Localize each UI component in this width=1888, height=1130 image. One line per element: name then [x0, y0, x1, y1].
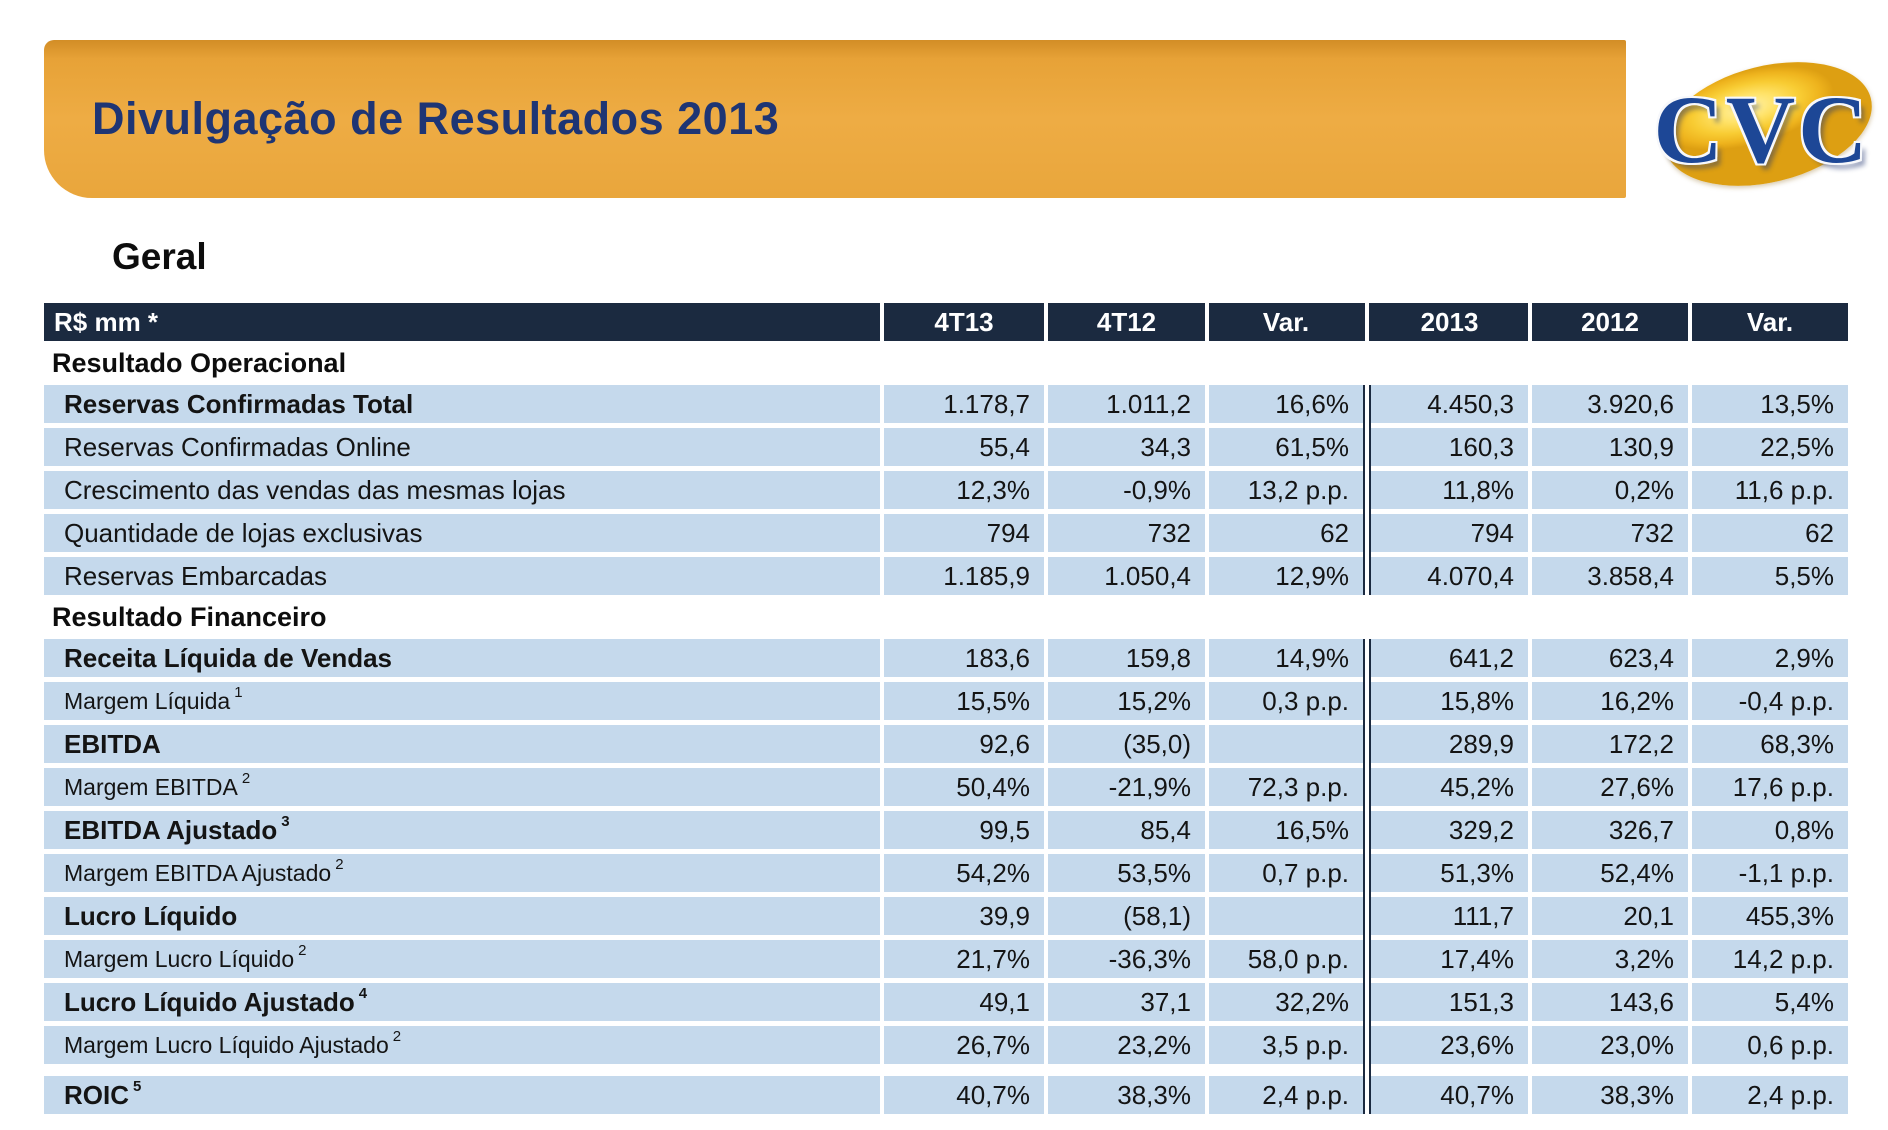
- row-label-text: Quantidade de lojas exclusivas: [64, 517, 423, 548]
- column-header-2012: 2012: [1532, 303, 1688, 341]
- row-label-text: ROIC: [64, 1079, 129, 1110]
- row-label: [44, 725, 880, 763]
- cell-value: 2,4 p.p.: [1692, 1076, 1848, 1114]
- row-label-text: Margem Lucro Líquido: [64, 945, 295, 972]
- cell-value: 40,7%: [1371, 1076, 1528, 1114]
- row-label-text: Reservas Confirmadas Total: [64, 388, 414, 419]
- cell-value: 329,2: [1371, 811, 1528, 849]
- cell-value: 38,3%: [1532, 1076, 1688, 1114]
- row-label-text: Margem EBITDA: [64, 773, 238, 800]
- cell-value: 62: [1209, 514, 1363, 552]
- cell-value: [1209, 725, 1363, 763]
- cell-value: 23,6%: [1371, 1026, 1528, 1064]
- cell-value: 1.185,9: [884, 557, 1044, 595]
- cvc-logo: [1636, 50, 1888, 210]
- cell-value: 732: [1048, 514, 1205, 552]
- cell-value: (35,0): [1048, 725, 1205, 763]
- row-label-text: Lucro Líquido: [64, 900, 238, 931]
- cell-value: 52,4%: [1532, 854, 1688, 892]
- cell-value: 45,2%: [1371, 768, 1528, 806]
- cell-value: 14,9%: [1209, 639, 1363, 677]
- cell-value: 5,4%: [1692, 983, 1848, 1021]
- row-label-text: EBITDA: [64, 728, 161, 759]
- column-divider-gap: [1363, 303, 1371, 341]
- cell-value: 38,3%: [1048, 1076, 1205, 1114]
- cell-value: -1,1 p.p.: [1692, 854, 1848, 892]
- table-row: [44, 385, 1848, 423]
- cell-value: 23,0%: [1532, 1026, 1688, 1064]
- row-label: [44, 854, 880, 892]
- table-row: [44, 983, 1848, 1021]
- cell-value: 0,6 p.p.: [1692, 1026, 1848, 1064]
- cell-value: 13,2 p.p.: [1209, 471, 1363, 509]
- cell-value: 15,2%: [1048, 682, 1205, 720]
- cell-value: 20,1: [1532, 897, 1688, 935]
- cell-value: 2,4 p.p.: [1209, 1076, 1363, 1114]
- cvc-logo-text: CVC: [1653, 76, 1871, 183]
- cell-value: 3,5 p.p.: [1209, 1026, 1363, 1064]
- cell-value: 5,5%: [1692, 557, 1848, 595]
- cell-value: 55,4: [884, 428, 1044, 466]
- footnote-superscript: 3: [281, 812, 290, 830]
- cell-value: -21,9%: [1048, 768, 1205, 806]
- column-divider-gap: [1363, 514, 1371, 552]
- table-body: [44, 341, 1848, 1114]
- cell-value: 54,2%: [884, 854, 1044, 892]
- row-label-text: Margem Líquida: [64, 687, 231, 714]
- column-divider-gap: [1363, 557, 1371, 595]
- row-label-text: Receita Líquida de Vendas: [64, 642, 392, 673]
- cell-value: 143,6: [1532, 983, 1688, 1021]
- cell-value: 326,7: [1532, 811, 1688, 849]
- cell-value: 2,9%: [1692, 639, 1848, 677]
- cell-value: 32,2%: [1209, 983, 1363, 1021]
- cell-value: 3,2%: [1532, 940, 1688, 978]
- column-divider-gap: [1363, 897, 1371, 935]
- cell-value: 26,7%: [884, 1026, 1044, 1064]
- footnote-superscript: 1: [234, 683, 243, 701]
- cell-value: 16,6%: [1209, 385, 1363, 423]
- table-header-row: [44, 303, 1848, 341]
- table-row: [44, 639, 1848, 677]
- cell-value: 15,8%: [1371, 682, 1528, 720]
- cell-value: 62: [1692, 514, 1848, 552]
- cell-value: 11,6 p.p.: [1692, 471, 1848, 509]
- cell-value: 732: [1532, 514, 1688, 552]
- row-label-text: Margem EBITDA Ajustado: [64, 859, 332, 886]
- cell-value: 85,4: [1048, 811, 1205, 849]
- cell-value: 160,3: [1371, 428, 1528, 466]
- cell-value: 1.011,2: [1048, 385, 1205, 423]
- column-divider-gap: [1363, 768, 1371, 806]
- cell-value: 34,3: [1048, 428, 1205, 466]
- row-label: [44, 514, 880, 552]
- cell-value: 4.070,4: [1371, 557, 1528, 595]
- row-label-text: Margem Lucro Líquido Ajustado: [64, 1031, 389, 1058]
- cell-value: 49,1: [884, 983, 1044, 1021]
- cell-value: 0,3 p.p.: [1209, 682, 1363, 720]
- section-row-label: Resultado Financeiro: [52, 601, 327, 632]
- cell-value: 51,3%: [1371, 854, 1528, 892]
- footnote-superscript: 2: [241, 769, 251, 787]
- column-header-4t13: 4T13: [884, 303, 1044, 341]
- cell-value: 22,5%: [1692, 428, 1848, 466]
- cell-value: 183,6: [884, 639, 1044, 677]
- table-row: [44, 1026, 1848, 1064]
- column-header-var-quarter: Var.: [1209, 303, 1363, 341]
- row-label: [44, 385, 880, 423]
- row-label: [44, 428, 880, 466]
- cell-value: (58,1): [1048, 897, 1205, 935]
- cell-value: 289,9: [1371, 725, 1528, 763]
- footnote-superscript: 4: [358, 984, 368, 1002]
- table-row: [44, 768, 1848, 806]
- table-row: [44, 897, 1848, 935]
- row-label-text: Lucro Líquido Ajustado: [64, 986, 355, 1017]
- cell-value: 37,1: [1048, 983, 1205, 1021]
- cell-value: 72,3 p.p.: [1209, 768, 1363, 806]
- column-divider-gap: [1363, 725, 1371, 763]
- table-section-row: [44, 341, 1848, 385]
- cell-value: 17,4%: [1371, 940, 1528, 978]
- table-row: [44, 471, 1848, 509]
- column-header-var-year: Var.: [1692, 303, 1848, 341]
- cell-value: 111,7: [1371, 897, 1528, 935]
- column-divider-gap: [1363, 385, 1371, 423]
- cell-value: 23,2%: [1048, 1026, 1205, 1064]
- cell-value: 99,5: [884, 811, 1044, 849]
- cell-value: 68,3%: [1692, 725, 1848, 763]
- footnote-superscript: 2: [392, 1027, 402, 1045]
- cell-value: 13,5%: [1692, 385, 1848, 423]
- cell-value: 130,9: [1532, 428, 1688, 466]
- section-heading: Geral: [112, 236, 207, 277]
- cell-value: 16,2%: [1532, 682, 1688, 720]
- cell-value: 16,5%: [1209, 811, 1363, 849]
- results-table: [44, 303, 1848, 1114]
- row-label: [44, 1076, 880, 1114]
- header-banner: [44, 40, 1626, 198]
- row-label: [44, 557, 880, 595]
- table-row: [44, 514, 1848, 552]
- row-label: [44, 768, 880, 806]
- cell-value: 40,7%: [884, 1076, 1044, 1114]
- cell-value: 0,8%: [1692, 811, 1848, 849]
- column-divider-gap: [1363, 682, 1371, 720]
- table-row: [44, 682, 1848, 720]
- section-row-label: Resultado Operacional: [52, 347, 347, 378]
- column-divider-gap: [1363, 428, 1371, 466]
- table-row: [44, 854, 1848, 892]
- cell-value: 92,6: [884, 725, 1044, 763]
- cell-value: 3.920,6: [1532, 385, 1688, 423]
- cell-value: 151,3: [1371, 983, 1528, 1021]
- cell-value: 27,6%: [1532, 768, 1688, 806]
- row-label-text: Reservas Confirmadas Online: [64, 431, 411, 462]
- cell-value: 1.050,4: [1048, 557, 1205, 595]
- column-divider-gap: [1363, 1076, 1371, 1114]
- row-label: [44, 940, 880, 978]
- cell-value: 623,4: [1532, 639, 1688, 677]
- cell-value: -0,4 p.p.: [1692, 682, 1848, 720]
- cell-value: 0,7 p.p.: [1209, 854, 1363, 892]
- column-divider-gap: [1363, 811, 1371, 849]
- row-label-text: Reservas Embarcadas: [64, 560, 327, 591]
- cell-value: 0,2%: [1532, 471, 1688, 509]
- table-row: [44, 940, 1848, 978]
- cell-value: 794: [884, 514, 1044, 552]
- cell-value: -0,9%: [1048, 471, 1205, 509]
- table-row: [44, 725, 1848, 763]
- column-divider-gap: [1363, 983, 1371, 1021]
- table-row: [44, 811, 1848, 849]
- column-header-2013: 2013: [1371, 303, 1528, 341]
- row-label: [44, 983, 880, 1021]
- table-row: [44, 1076, 1848, 1114]
- row-label: [44, 811, 880, 849]
- cell-value: 3.858,4: [1532, 557, 1688, 595]
- cell-value: 1.178,7: [884, 385, 1044, 423]
- cell-value: 12,9%: [1209, 557, 1363, 595]
- cell-value: 15,5%: [884, 682, 1044, 720]
- row-label: [44, 682, 880, 720]
- cell-value: 641,2: [1371, 639, 1528, 677]
- cell-value: 172,2: [1532, 725, 1688, 763]
- cell-value: -36,3%: [1048, 940, 1205, 978]
- cell-value: 12,3%: [884, 471, 1044, 509]
- row-label: [44, 471, 880, 509]
- table-row: [44, 428, 1848, 466]
- cell-value: 455,3%: [1692, 897, 1848, 935]
- cell-value: 4.450,3: [1371, 385, 1528, 423]
- row-label-text: EBITDA Ajustado: [64, 814, 278, 845]
- footnote-superscript: 2: [335, 855, 344, 873]
- cell-value: 50,4%: [884, 768, 1044, 806]
- table-section-row: [44, 595, 1848, 639]
- column-divider-gap: [1363, 1026, 1371, 1064]
- row-label: [44, 639, 880, 677]
- row-label-text: Crescimento das vendas das mesmas lojas: [64, 474, 566, 505]
- cell-value: 794: [1371, 514, 1528, 552]
- unit-header: R$ mm *: [44, 303, 880, 341]
- cell-value: 14,2 p.p.: [1692, 940, 1848, 978]
- cell-value: 159,8: [1048, 639, 1205, 677]
- cell-value: 61,5%: [1209, 428, 1363, 466]
- row-label: [44, 1026, 880, 1064]
- cell-value: 53,5%: [1048, 854, 1205, 892]
- cell-value: [1209, 897, 1363, 935]
- footnote-superscript: 2: [298, 941, 307, 959]
- row-label: [44, 897, 880, 935]
- cell-value: 58,0 p.p.: [1209, 940, 1363, 978]
- slide-title: Divulgação de Resultados 2013: [92, 93, 780, 144]
- footnote-superscript: 5: [133, 1077, 142, 1095]
- column-divider-gap: [1363, 854, 1371, 892]
- cell-value: 17,6 p.p.: [1692, 768, 1848, 806]
- column-header-4t12: 4T12: [1048, 303, 1205, 341]
- column-divider-gap: [1363, 940, 1371, 978]
- cell-value: 39,9: [884, 897, 1044, 935]
- cell-value: 11,8%: [1371, 471, 1528, 509]
- column-divider-gap: [1363, 639, 1371, 677]
- cell-value: 21,7%: [884, 940, 1044, 978]
- column-divider-gap: [1363, 471, 1371, 509]
- table-row: [44, 557, 1848, 595]
